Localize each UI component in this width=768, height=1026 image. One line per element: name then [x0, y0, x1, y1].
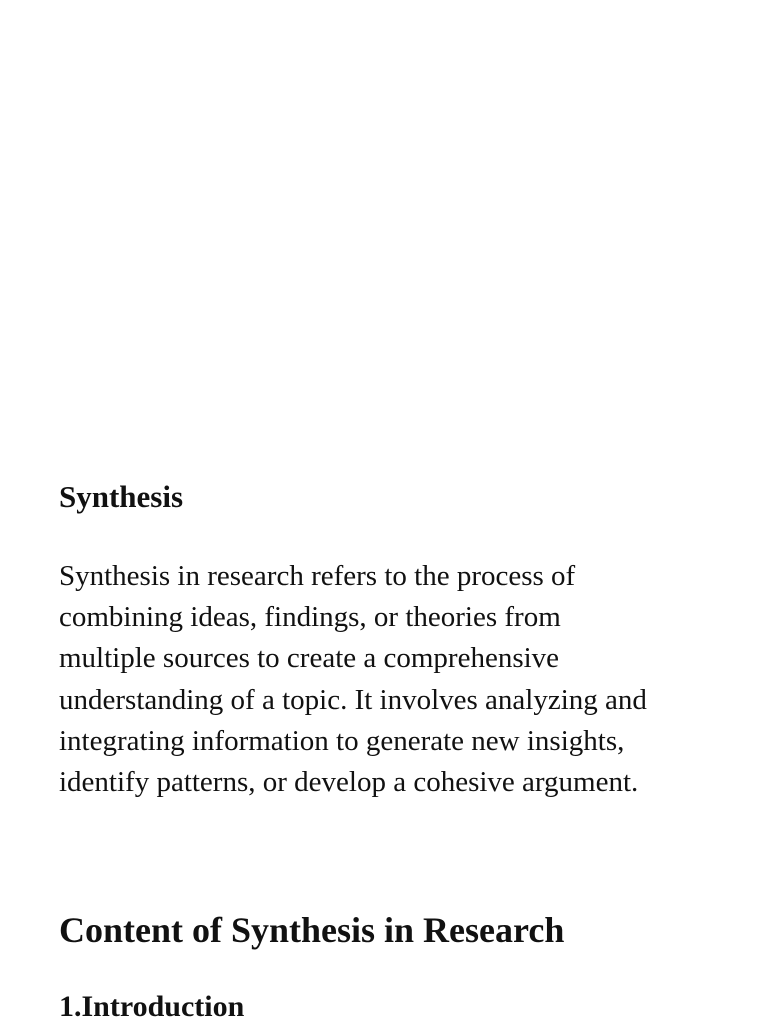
paragraph — [59, 556, 719, 803]
paragraph-line: combining ideas, findings, or theories from — [59, 601, 561, 634]
paragraph-line: Synthesis in research refers to the process of — [59, 560, 576, 592]
content-heading: Content of Synthesis in Research — [59, 910, 565, 950]
paragraph-line: identify patterns, or develop a cohesive argument. — [59, 766, 639, 799]
paragraph-line: integrating information to generate new insights, — [59, 724, 625, 757]
document-page — [59, 0, 719, 1024]
introduction-subheading: 1.Introduction — [59, 990, 245, 1023]
section-heading: Synthesis — [59, 479, 184, 514]
paragraph-line: multiple sources to create a comprehensive — [59, 642, 560, 675]
paragraph-line: understanding of a topic. It involves analyzing and — [59, 683, 647, 716]
